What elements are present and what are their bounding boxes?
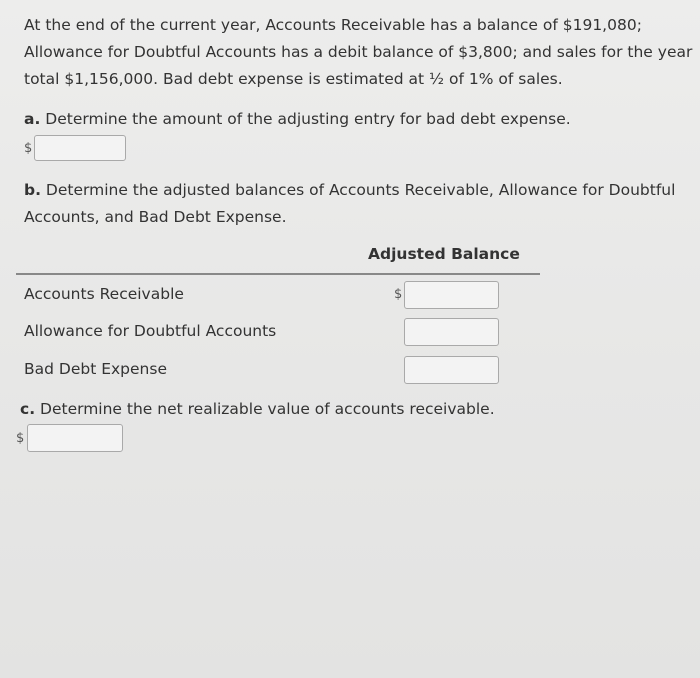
part-c-text: Determine the net realizable value of accounts receivable. [40, 400, 495, 418]
bad-debt-expense-balance-input[interactable] [404, 356, 499, 384]
table-header-divider [16, 273, 540, 275]
adjusted-balance-header: Adjusted Balance [368, 245, 520, 263]
bad-debt-expense-input[interactable] [34, 135, 126, 161]
part-b-letter: b. [24, 181, 41, 199]
net-realizable-value-input[interactable] [27, 424, 123, 452]
row-label-allowance-doubtful: Allowance for Doubtful Accounts [24, 322, 277, 340]
part-a-letter: a. [24, 110, 41, 128]
part-c-letter: c. [20, 400, 36, 418]
part-c-question [20, 396, 495, 423]
problem-intro: At the end of the current year, Accounts Receivable has a balance of $191,080; Allowance for Doubtful Accounts has a debit balance of $3,800; and sales for the year total $1,156,000. Bad debt expense is estimated at ½ of 1% of sales. [24, 16, 693, 88]
part-b-currency: $ [394, 287, 403, 302]
part-b-text: Determine the adjusted balances of Accounts Receivable, Allowance for Doubtful Accounts, and Bad Debt Expense. [24, 181, 676, 226]
part-a-text: Determine the amount of the adjusting entry for bad debt expense. [45, 110, 571, 128]
part-a-currency: $ [24, 141, 33, 156]
part-a-question [24, 106, 571, 133]
allowance-doubtful-input[interactable] [404, 318, 499, 346]
part-b-question [24, 177, 694, 231]
row-label-accounts-receivable: Accounts Receivable [24, 285, 184, 303]
row-label-bad-debt-expense: Bad Debt Expense [24, 360, 167, 378]
accounts-receivable-input[interactable] [404, 281, 499, 309]
part-c-currency: $ [16, 431, 25, 446]
